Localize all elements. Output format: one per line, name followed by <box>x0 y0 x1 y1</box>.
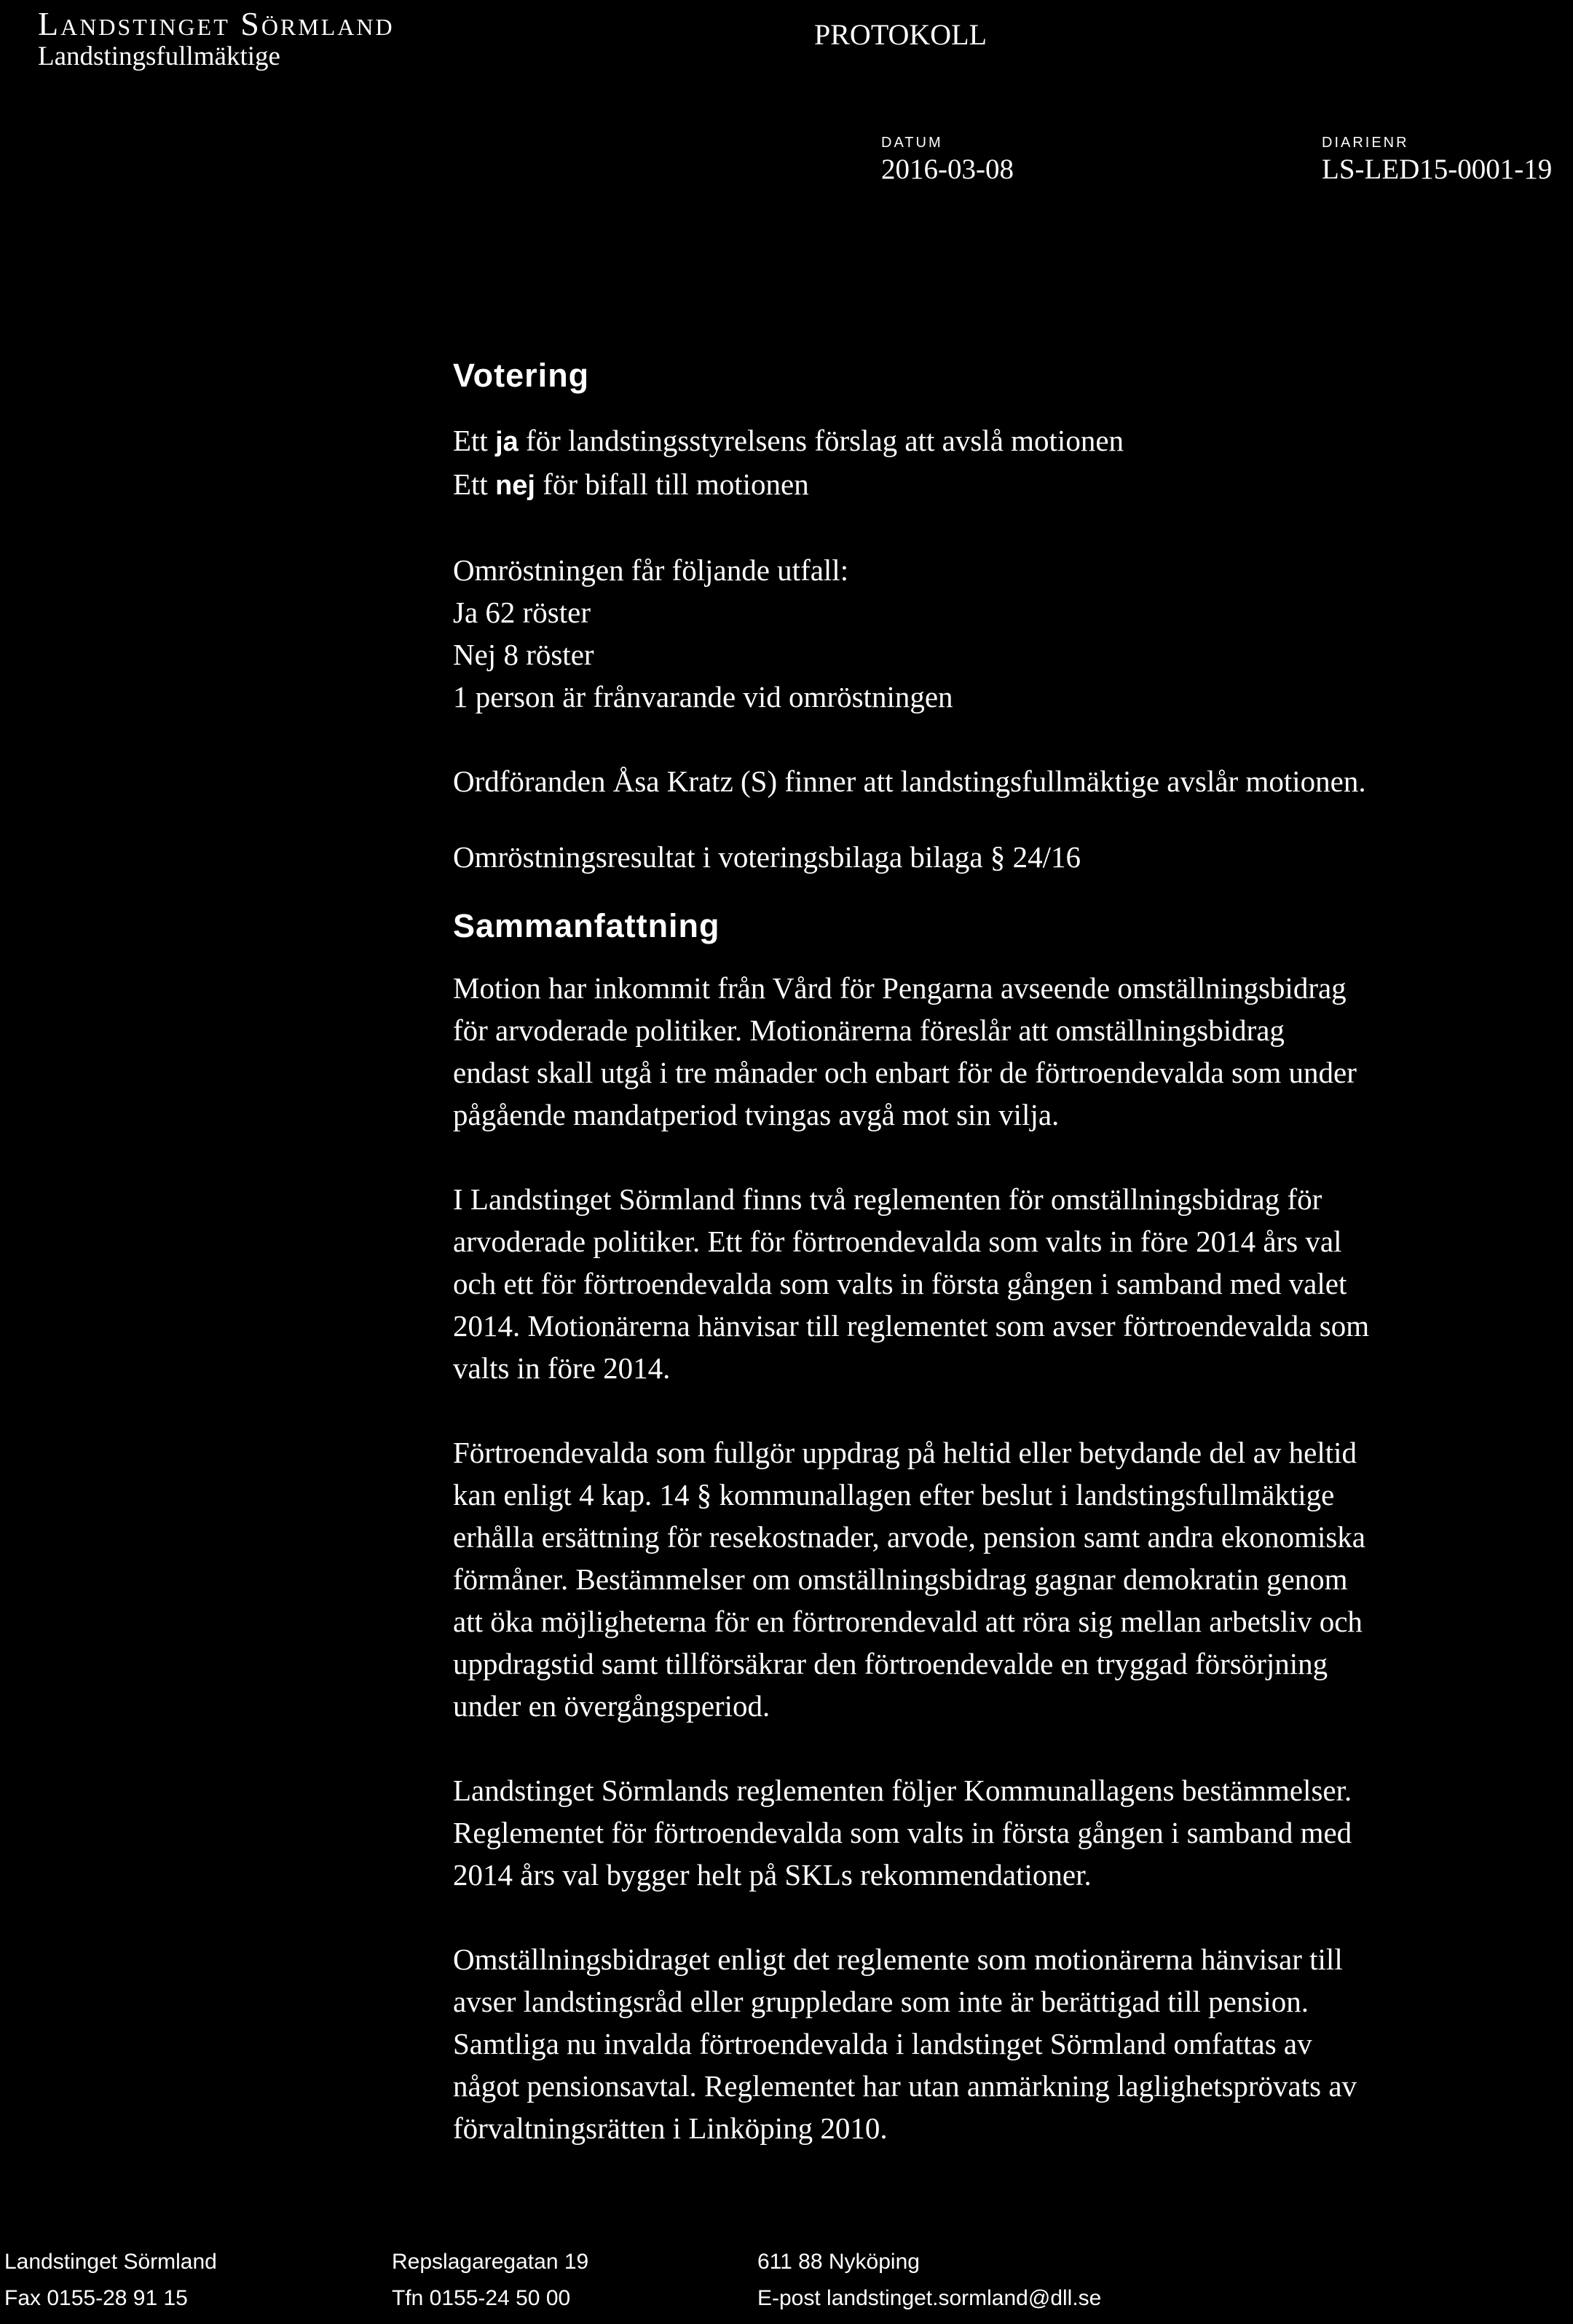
summary-paragraph <box>453 1769 1573 1896</box>
diary-number-value: LS-LED15-0001-19 <box>1322 154 1553 185</box>
organization-name: Landstinget Sörmland <box>38 5 395 42</box>
summary-line: arvoderade politiker. Ett för förtroendevalda som valts in före 2014 års val <box>453 1225 1342 1258</box>
summary-line: endast skall utgå i tre månader och enbart för de förtroendevalda som under <box>453 1056 1357 1089</box>
summary-line: uppdragstid samt tillförsäkrar den förtroendevalde en tryggad försörjning <box>453 1647 1328 1680</box>
footer-city: 611 88 Nyköping <box>757 2250 920 2274</box>
summary-line: 2014. Motionärerna hänvisar till reglementet som avser förtroendevalda som <box>453 1309 1370 1343</box>
footer-fax: Fax 0155-28 91 15 <box>4 2286 188 2310</box>
summary-paragraph <box>453 1938 1573 2149</box>
summary-line: pågående mandatperiod tvingas avgå mot sin vilja. <box>453 1098 1060 1131</box>
vote-result <box>453 549 1573 718</box>
vote-option-ja: Ett ja för landstingsstyrelsens förslag att avslå motionen <box>453 424 1124 457</box>
summary-line: att öka möjligheterna för en förtrorendevald att röra sig mellan arbetsliv och <box>453 1605 1363 1638</box>
date-label: DATUM <box>881 135 943 151</box>
summary-line: något pensionsavtal. Reglementet har utan anmärkning laglighetsprövats av <box>453 2069 1357 2103</box>
vote-option-nej: Ett nej för bifall till motionen <box>453 467 809 501</box>
summary-line: förmåner. Bestämmelser om omställningsbidrag gagnar demokratin genom <box>453 1562 1348 1596</box>
summary-line: avser landstingsråd eller gruppledare som inte är berättigad till pension. <box>453 1985 1309 2018</box>
sammanfattning-heading: Sammanfattning <box>453 907 720 944</box>
vote-options <box>453 419 1573 507</box>
footer-email: E-post landstinget.sormland@dll.se <box>757 2286 1102 2310</box>
summary-line: för arvoderade politiker. Motionärerna föreslår att omställningsbidrag <box>453 1013 1285 1047</box>
footer-address <box>392 2244 588 2317</box>
summary-line: 2014 års val bygger helt på SKLs rekommendationer. <box>453 1858 1092 1892</box>
summary-paragraph <box>453 1178 1573 1389</box>
summary-paragraph <box>453 967 1573 1136</box>
summary-line: förvaltningsrätten i Linköping 2010. <box>453 2111 888 2145</box>
footer-street: Repslagaregatan 19 <box>392 2250 589 2274</box>
summary-line: I Landstinget Sörmland finns två reglementen för omställningsbidrag för <box>453 1182 1322 1216</box>
vote-result-line: 1 person är frånvarande vid omröstningen <box>453 680 953 714</box>
summary-line: Reglementet för förtroendevalda som valts in första gången i samband med <box>453 1816 1352 1849</box>
vote-result-line: Ja 62 röster <box>453 596 591 629</box>
vote-attachment: Omröstningsresultat i voteringsbilaga bilaga § 24/16 <box>453 840 1081 874</box>
footer-phone: Tfn 0155-24 50 00 <box>392 2286 571 2310</box>
summary-line: Motion har inkommit från Vård för Pengarna avseende omställningsbidrag <box>453 971 1347 1005</box>
organization-subtitle: Landstingsfullmäktige <box>38 42 280 71</box>
vote-decision: Ordföranden Åsa Kratz (S) finner att landstingsfullmäktige avslår motionen. <box>453 764 1366 798</box>
vote-result-line: Omröstningen får följande utfall: <box>453 553 849 587</box>
document-body <box>453 357 1573 2149</box>
summary-line: Förtroendevalda som fullgör uppdrag på heltid eller betydande del av heltid <box>453 1436 1357 1469</box>
summary-line: erhålla ersättning för resekostnader, arvode, pension samt andra ekonomiska <box>453 1520 1365 1554</box>
summary-line: under en övergångsperiod. <box>453 1689 770 1723</box>
date-value: 2016-03-08 <box>881 154 1014 185</box>
document-type: PROTOKOLL <box>814 18 987 51</box>
vote-result-line: Nej 8 röster <box>453 638 594 671</box>
summary-line: och ett för förtroendevalda som valts in första gången i samband med valet <box>453 1267 1347 1300</box>
diary-number-label: DIARIENR <box>1322 135 1409 151</box>
summary-line: valts in före 2014. <box>453 1351 671 1385</box>
footer-org-name: Landstinget Sörmland <box>4 2250 217 2274</box>
footer-contact <box>757 2244 1101 2317</box>
summary-line: Landstinget Sörmlands reglementen följer Kommunallagens bestämmelser. <box>453 1774 1352 1807</box>
footer-organization <box>4 2244 217 2317</box>
summary-paragraph <box>453 1431 1573 1727</box>
summary-line: Samtliga nu invalda förtroendevalda i landstinget Sörmland omfattas av <box>453 2027 1312 2060</box>
summary-line: kan enligt 4 kap. 14 § kommunallagen efter beslut i landstingsfullmäktige <box>453 1478 1335 1511</box>
votering-heading: Votering <box>453 357 590 394</box>
summary-line: Omställningsbidraget enligt det reglemente som motionärerna hänvisar till <box>453 1942 1343 1976</box>
